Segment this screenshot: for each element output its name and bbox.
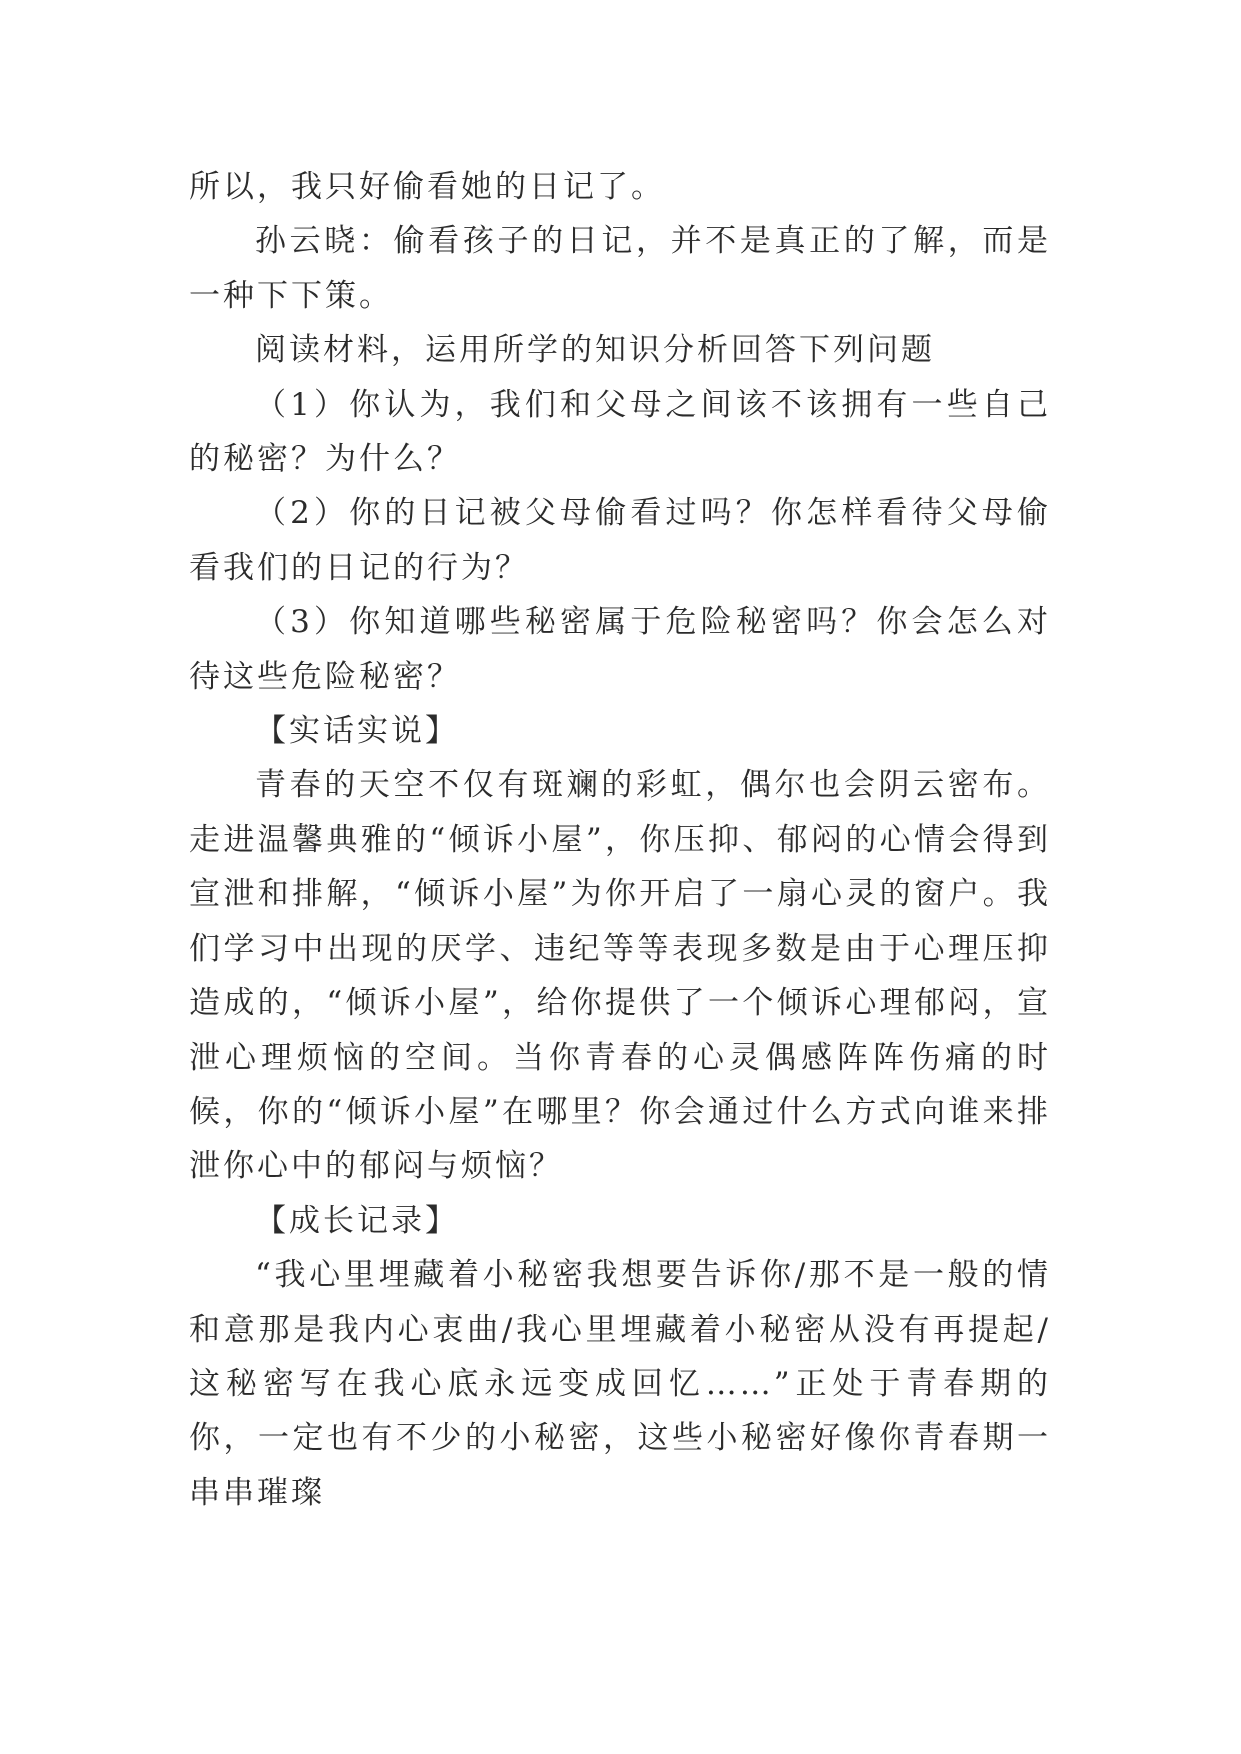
section-heading-growth-record: 【成长记录】 <box>255 1202 459 1239</box>
question-3: （3）你知道哪些秘密属于危险秘密吗？你会怎么对待这些危险秘密？ <box>189 604 1051 695</box>
paragraph-confession-room: 青春的天空不仅有斑斓的彩虹，偶尔也会阴云密布。走进温馨典雅的“倾诉小屋”，你压抑、郁闷的心情会得到宣泄和排解，“倾诉小屋”为你开启了一扇心灵的窗户。我们学习中出现的厌学、违纪等等表现多数是由于心理压抑造成的，“倾诉小屋”，给你提供了一个倾诉心理郁闷，宣泄心理烦恼的空间。当你青春的心灵偶感阵阵伤痛的时候，你的“倾诉小屋”在哪里？你会通过什么方式向谁来排泄你心中的郁闷与烦恼？ <box>189 767 1051 1185</box>
paragraph-diary-peek: 所以，我只好偷看她的日记了。 <box>189 169 665 205</box>
question-1: （1）你认为，我们和父母之间该不该拥有一些自己的秘密？为什么？ <box>189 386 1051 478</box>
paragraph-little-secret: “我心里埋藏着小秘密我想要告诉你/那不是一般的情和意那是我内心衷曲/我心里埋藏着小秘密从没有再提起/这秘密写在我心底永远变成回忆……”正处于青春期的你，一定也有不少的小秘密，这些小秘密好像你青春期一串串璀璨 <box>189 1257 1051 1511</box>
document-body <box>189 160 1051 1520</box>
question-2: （2）你的日记被父母偷看过吗？你怎样看待父母偷看我们的日记的行为？ <box>189 495 1051 586</box>
paragraph-reading-instruction: 阅读材料，运用所学的知识分析回答下列问题 <box>255 332 935 369</box>
paragraph-sun-yunxiao-quote: 孙云晓：偷看孩子的日记，并不是真正的了解，而是一种下下策。 <box>189 223 1051 314</box>
section-heading-talk-truth: 【实话实说】 <box>255 713 459 750</box>
